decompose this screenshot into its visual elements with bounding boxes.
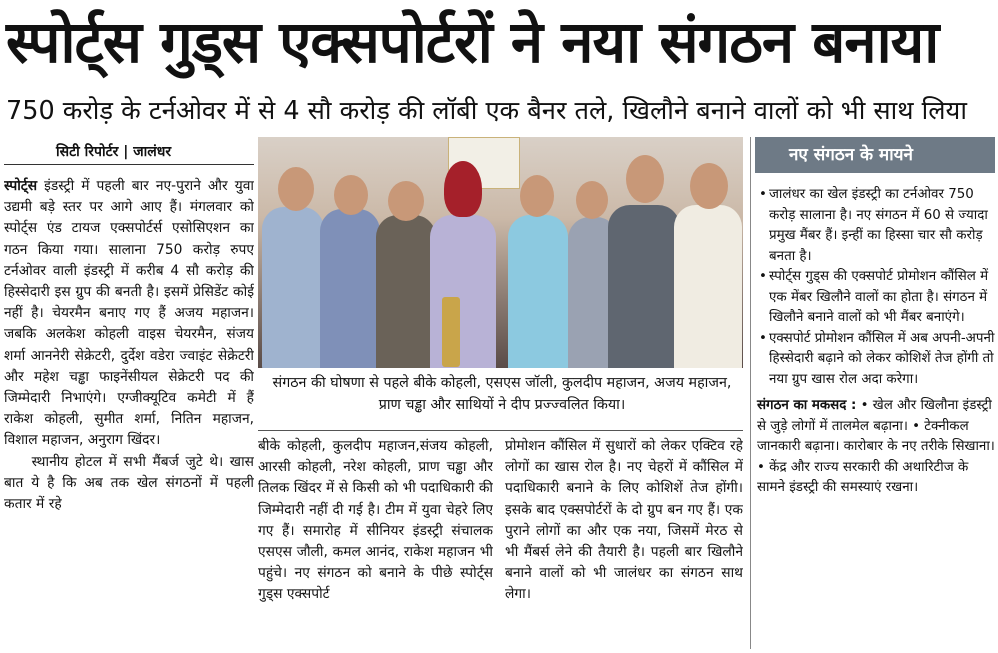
sidebar-bullet-item — [757, 267, 995, 329]
person-head — [388, 181, 424, 221]
person-head — [520, 175, 554, 217]
bullet-icon: • — [759, 330, 767, 346]
person-head — [278, 167, 314, 211]
goal-text: • खेल और खिलौना इंडस्ट्री से जुड़े लोगों में तालमेल बढ़ाना। • टेक्नीकल जानकारी बढ़ाना। कारोबार के नए तरीके सिखाना। • केंद्र और राज्य सरकारी की अथारिटीज के सामने इंडस्ट्री की समस्याएं रखना। — [757, 398, 995, 495]
article-column-1 — [4, 176, 254, 646]
sidebar-goal — [757, 396, 995, 499]
turban-head — [444, 161, 482, 217]
byline: सिटी रिपोर्टर | जालंधर — [56, 144, 172, 160]
sidebar-item-text: एक्सपोर्ट प्रोमोशन कौंसिल में अब अपनी-अपनी हिस्सेदारी बढ़ाने को लेकर कोशिशें तेज होंगी तो नया ग्रुप खास रोल अदा करेगा। — [769, 330, 995, 387]
photo-caption: संगठन की घोषणा से पहले बीके कोहली, एसएस जॉली, कुलदीप महाजन, अजय महाजन, प्राण चड्ढा और साथियों ने दीप प्रज्ज्वलित किया। — [272, 375, 732, 413]
person-figure — [608, 205, 680, 368]
sidebar-box — [755, 137, 995, 647]
lamp-stand — [442, 297, 460, 367]
subheadline: 750 करोड़ के टर्नओवर में से 4 सौ करोड़ की लॉबी एक बैनर तले, खिलौने बनाने वालों को भी साथ लिया — [6, 96, 967, 126]
person-figure — [376, 215, 436, 368]
paragraph-1-text: इंडस्ट्री में पहली बार नए-पुराने और युवा उद्यमी बड़े स्तर पर आगे आए हैं। मंगलवार को स्पोर्ट्स एंड टायज एक्सपोर्टर्स एसोसिएशन का गठन किया गया। सालाना 750 करोड़ रुपए टर्नओवर वाली इंडस्ट्री में करीब 4 सौ करोड़ की हिस्सेदारी इस ग्रुप की बनती है। इसमें प्रेसिडेंट कोई नहीं है। चेयरमैन बनाए गए हैं अजय महाजन। जबकि अलकेश कोहली वाइस चेयरमैन, संजय शर्मा आननेरी सेक्रेटरी, दुर्देश वडेरा ज्वाइंट सेक्रेटरी और महेश चड्ढा फाइनेंसीयल सेक्रेटरी पद की जिम्मेदारी निभाएंगे। एग्जीक्यूटिव कमेटी में हैं राकेश कोहली, सुमीत शर्मा, नितिन महाजन, विशाल महाजन, अनुराग खिंदर। — [4, 178, 254, 449]
goal-label: संगठन का मकसद : — [757, 398, 857, 413]
person-head — [690, 163, 728, 209]
sidebar-bullet-item — [757, 185, 995, 267]
sidebar-divider — [750, 137, 751, 649]
article-column-2: बीके कोहली, कुलदीप महाजन,संजय कोहली, आरसी कोहली, नरेश कोहली, प्राण चड्ढा और तिलक खिंदर में से किसी को भी पदाधिकारी की जिम्मेदारी नहीं दी गई है। टीम में युवा चेहरे लिए गए हैं। समारोह में सीनियर इंडस्ट्री संचालक एसएस जौली, कमल आनंद, राकेश महाजन भी पहुंचे। नए संगठन को बनाने के पीछे स्पोर्ट्स गुड्स एक्सपोर्ट — [258, 438, 493, 603]
sidebar-body — [755, 185, 995, 499]
article-paragraph-2: स्थानीय होटल में सभी मैंबर्ज जुटे थे। खास बात ये है कि अब तक खेल संगठनों में पहली कतार में रहे — [4, 453, 254, 513]
lead-word: स्पोर्ट्स — [4, 178, 38, 194]
bullet-icon: • — [759, 187, 767, 202]
person-figure — [320, 209, 380, 368]
article-column-3: प्रोमोशन कौंसिल में सुधारों को लेकर एक्टिव रहे लोगों का खास रोल है। नए चेहरों में कौंसिल में पदाधिकारी बनाने के लिए कोशिशें तेज होंगी। इसके बाद एक्सपोर्टरों के दो ग्रुप बन गए हैं। एक पुराने लोगों का और एक नया, जिसमें मेरठ से भी मैंबर्स लेने की तैयारी है। पहली बार खिलौने बनाने वालों को भी जालंधर का संगठन साथ लेगा। — [505, 438, 743, 603]
bullet-icon: • — [759, 269, 767, 284]
byline-divider — [4, 164, 254, 165]
event-photo — [258, 137, 743, 368]
person-head — [576, 181, 608, 219]
sidebar-title: नए संगठन के मायने — [755, 137, 995, 173]
caption-divider — [258, 430, 743, 431]
person-figure — [262, 207, 324, 368]
person-head — [334, 175, 368, 215]
person-figure — [430, 215, 496, 368]
sidebar-item-text: स्पोर्ट्स गुड्स की एक्सपोर्ट प्रोमोशन कौंसिल में एक मेंबर खिलौने वालों का होता है। संगठन में खिलौने बनाने वालों को भी मैंबर बनाएंगे। — [769, 269, 989, 325]
sidebar-item-text: जालंधर का खेल इंडस्ट्री का टर्नओवर 750 करोड़ सालाना है। नए संगठन में 60 से ज्यादा प्रमुख मैंबर हैं। इन्हीं का हिस्सा चार सौ करोड़ बनता है। — [769, 187, 988, 264]
person-figure — [508, 215, 568, 368]
person-figure — [674, 205, 742, 368]
article-paragraph-1 — [4, 176, 254, 452]
sidebar-bullet-item — [757, 329, 995, 391]
person-head — [626, 155, 664, 203]
headline: स्पोर्ट्स गुड्स एक्सपोर्टरों ने नया संगठन बनाया — [6, 8, 939, 76]
